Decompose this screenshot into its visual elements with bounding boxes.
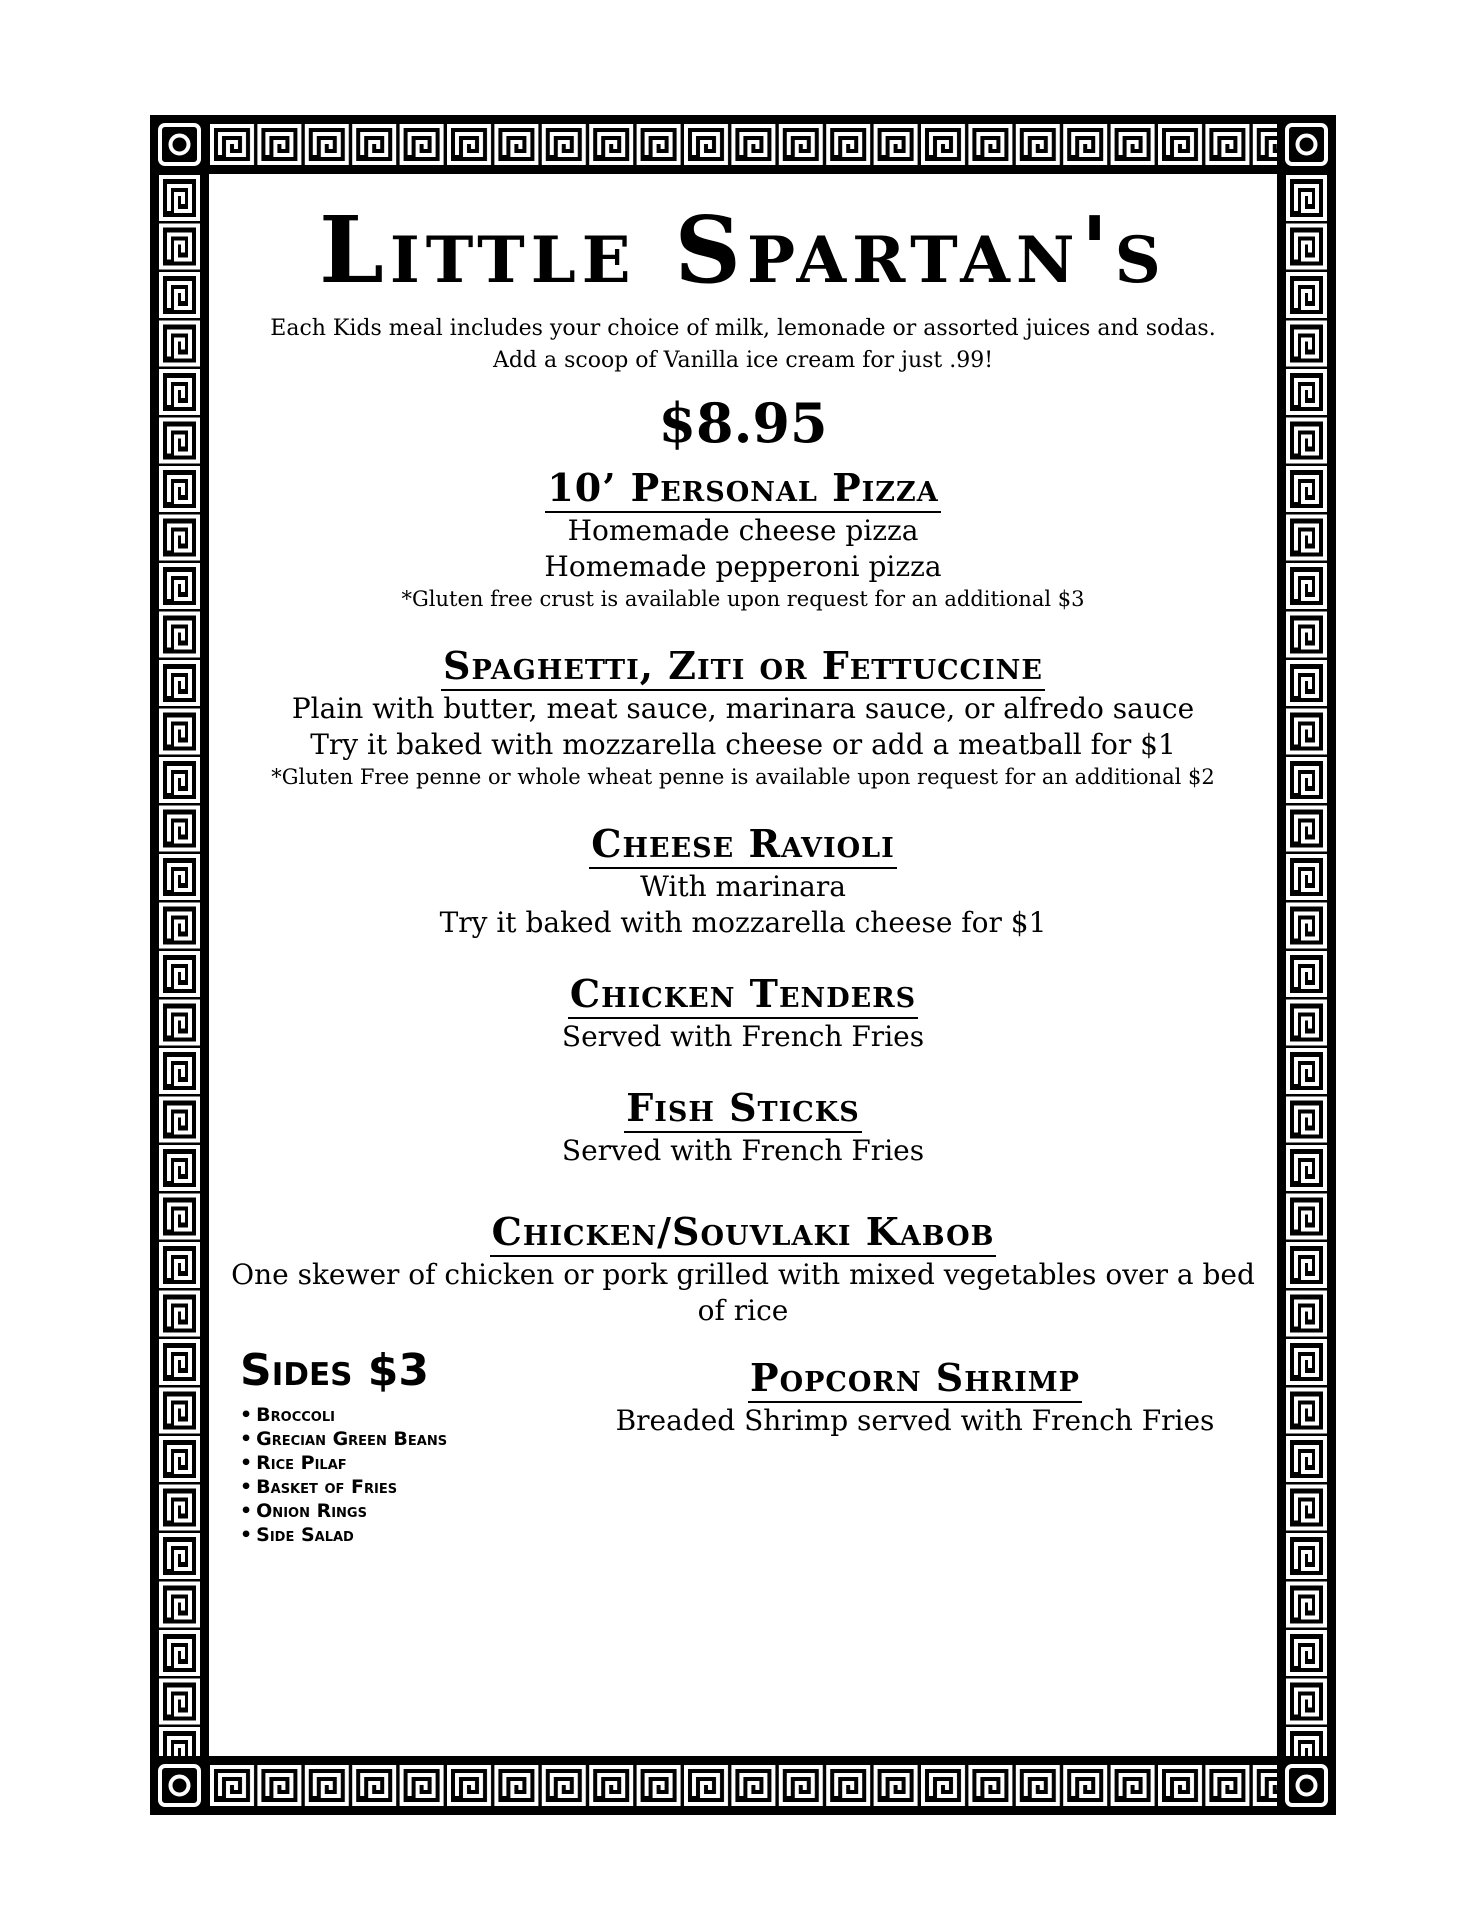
item-desc: One skewer of chicken or pork grilled with mixed vegetables over a bed of rice bbox=[231, 1258, 1255, 1327]
item-title: Chicken/Souvlaki Kabob bbox=[490, 1209, 997, 1257]
item-title: Spaghetti, Ziti or Fettuccine bbox=[441, 643, 1045, 691]
item-title: 10’ Personal Pizza bbox=[545, 465, 940, 513]
intro-line: Each Kids meal includes your choice of milk, lemonade or assorted juices and sodas. bbox=[270, 316, 1216, 341]
side-item: • Onion Rings bbox=[240, 1499, 447, 1523]
sides-section bbox=[240, 1345, 447, 1547]
item-title: Fish Sticks bbox=[624, 1085, 861, 1133]
menu-item-kabob bbox=[215, 1209, 1271, 1329]
menu-item-ravioli bbox=[215, 821, 1271, 941]
border-bottom bbox=[209, 1762, 1277, 1809]
item-title: Cheese Ravioli bbox=[589, 821, 897, 869]
menu-item-fish-sticks bbox=[215, 1085, 1271, 1169]
item-desc: With marinara bbox=[640, 870, 846, 903]
item-desc: Served with French Fries bbox=[561, 1134, 925, 1167]
menu-item-popcorn-shrimp bbox=[610, 1355, 1220, 1439]
corner-ornament bbox=[1283, 121, 1330, 168]
item-desc: Breaded Shrimp served with French Fries bbox=[615, 1404, 1215, 1437]
menu-item-chicken-tenders bbox=[215, 971, 1271, 1055]
menu-title: Little Spartan's bbox=[319, 196, 1167, 304]
menu-content bbox=[215, 175, 1271, 1755]
border-top bbox=[209, 121, 1277, 168]
intro-text bbox=[215, 313, 1271, 377]
item-note: *Gluten Free penne or whole wheat penne is available upon request for an additional $2 bbox=[271, 765, 1215, 789]
item-note: *Gluten free crust is available upon request for an additional $3 bbox=[401, 587, 1085, 611]
border-right bbox=[1283, 174, 1330, 1756]
side-item: • Broccoli bbox=[240, 1403, 447, 1427]
item-desc: Try it baked with mozzarella cheese or add a meatball for $1 bbox=[310, 728, 1176, 761]
meal-price: $8.95 bbox=[658, 391, 828, 455]
corner-ornament bbox=[156, 1762, 203, 1809]
sides-list bbox=[240, 1403, 447, 1547]
side-item: • Basket of Fries bbox=[240, 1475, 447, 1499]
side-item: • Grecian Green Beans bbox=[240, 1427, 447, 1451]
item-title: Popcorn Shrimp bbox=[748, 1355, 1082, 1403]
corner-ornament bbox=[156, 121, 203, 168]
sides-title: Sides $3 bbox=[240, 1345, 430, 1396]
side-item: • Side Salad bbox=[240, 1523, 447, 1547]
item-title: Chicken Tenders bbox=[568, 971, 918, 1019]
side-item: • Rice Pilaf bbox=[240, 1451, 447, 1475]
item-desc: Homemade cheese pizza bbox=[567, 514, 919, 547]
menu-item-pasta bbox=[215, 643, 1271, 791]
intro-line: Add a scoop of Vanilla ice cream for just .99! bbox=[492, 348, 994, 373]
item-desc: Plain with butter, meat sauce, marinara sauce, or alfredo sauce bbox=[291, 692, 1195, 725]
item-desc: Try it baked with mozzarella cheese for $1 bbox=[439, 906, 1047, 939]
border-left bbox=[156, 174, 203, 1756]
item-desc: Homemade pepperoni pizza bbox=[544, 550, 942, 583]
item-desc: Served with French Fries bbox=[561, 1020, 925, 1053]
menu-item-pizza bbox=[215, 465, 1271, 613]
corner-ornament bbox=[1283, 1762, 1330, 1809]
